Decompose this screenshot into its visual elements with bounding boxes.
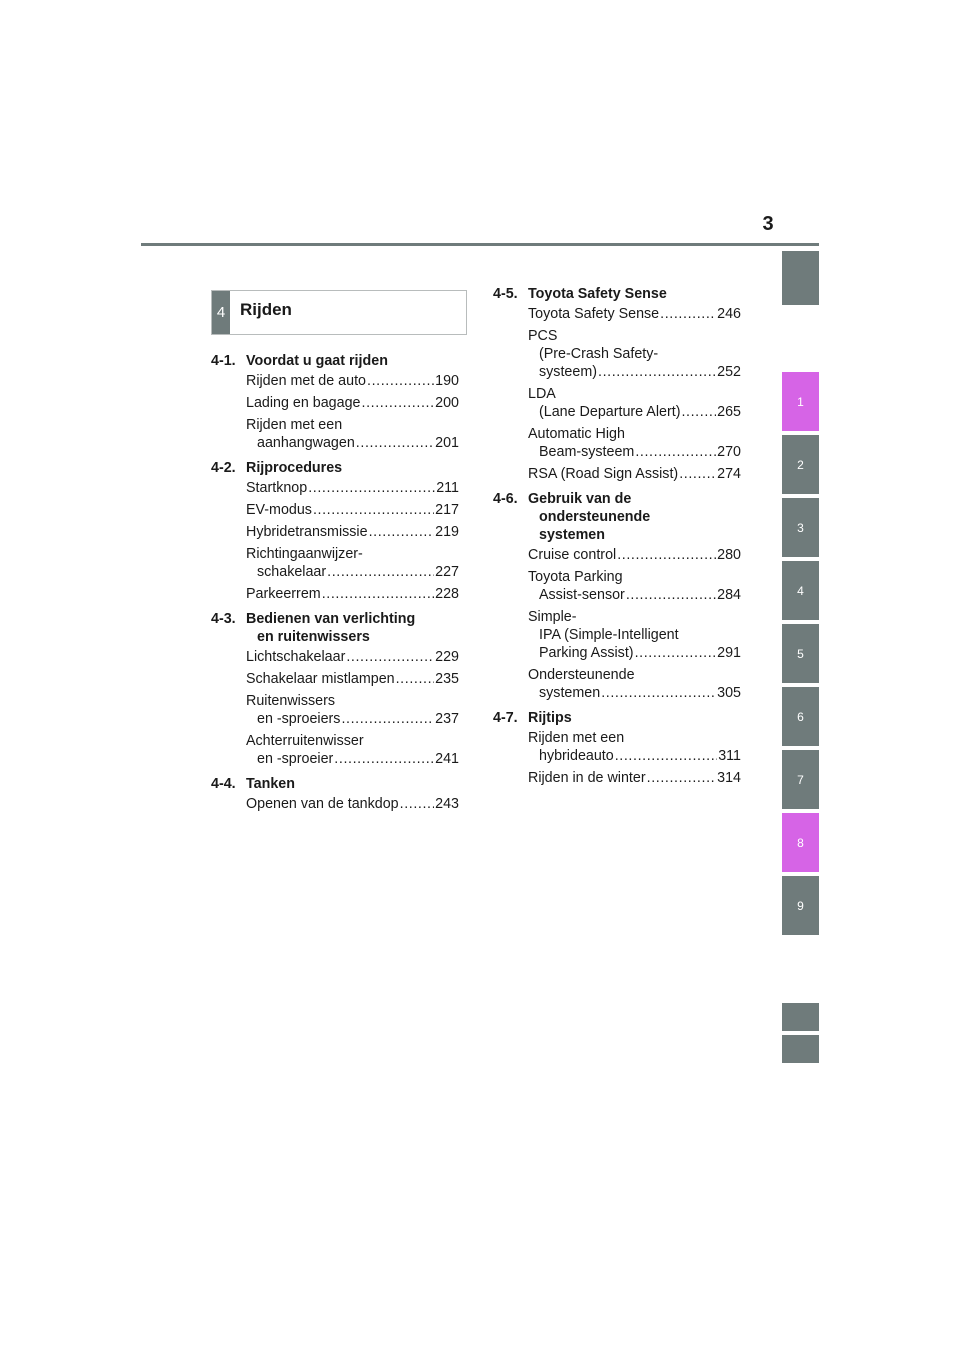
- index-tab-11[interactable]: [782, 1035, 819, 1063]
- chapter-tab-label: 7: [797, 772, 804, 787]
- toc-entry-label: Toyota Parking: [528, 569, 623, 585]
- toc-group-title: systemen: [539, 527, 605, 543]
- section-number: 4: [212, 291, 230, 334]
- toc-group-title: Tanken: [246, 776, 295, 792]
- toc-group-title: Voordat u gaat rijden: [246, 353, 388, 369]
- toc-leader-dots: [369, 523, 435, 541]
- toc-entry-label: EV-modus: [246, 502, 312, 518]
- toc-leader-dots: [367, 372, 434, 390]
- toc-page-number: 201: [435, 435, 459, 451]
- toc-entry-label: Automatic High: [528, 426, 625, 442]
- toc-group-heading[interactable]: [493, 709, 741, 727]
- toc-leader-dots: [598, 363, 716, 381]
- toc-leader-dots: [660, 305, 716, 323]
- toc-entry[interactable]: [528, 305, 741, 323]
- toc-entry-label: schakelaar: [257, 564, 327, 580]
- toc-page-number: 228: [435, 586, 459, 602]
- toc-group: [493, 709, 741, 787]
- chapter-tab-5[interactable]: [782, 624, 819, 683]
- toc-entry[interactable]: [528, 546, 741, 564]
- toc-group-title: Gebruik van de: [528, 491, 632, 507]
- toc-leader-dots: [400, 795, 435, 813]
- chapter-tab-label: 6: [797, 709, 804, 724]
- chapter-tab-7[interactable]: [782, 750, 819, 809]
- toc-leader-dots: [346, 648, 434, 666]
- toc-leader-dots: [635, 443, 716, 461]
- toc-group-heading[interactable]: [493, 490, 741, 544]
- toc-page-number: 265: [717, 404, 741, 420]
- toc-page-number: 311: [718, 748, 741, 764]
- chapter-tab-label: 2: [797, 457, 804, 472]
- toc-group-number: 4-5.: [493, 286, 518, 302]
- chapter-tab-label: 8: [797, 835, 804, 850]
- toc-entry-label: Parking Assist): [539, 645, 634, 661]
- toc-leader-dots: [681, 403, 716, 421]
- toc-page-number: 291: [717, 645, 741, 661]
- chapter-tab-label: 1: [797, 394, 804, 409]
- toc-entry[interactable]: [246, 692, 459, 728]
- toc-entry[interactable]: [246, 795, 459, 813]
- chapter-tab-label: 3: [797, 520, 804, 535]
- toc-leader-dots: [356, 434, 434, 452]
- toc-entry-label: RSA (Road Sign Assist): [528, 466, 679, 482]
- top-rule: [141, 243, 819, 246]
- toc-page-number: 237: [435, 711, 459, 727]
- toc-entry-label: systemen: [539, 685, 601, 701]
- toc-group: [211, 775, 459, 813]
- toc-page-number: 200: [435, 395, 459, 411]
- toc-page-number: 284: [717, 587, 741, 603]
- toc-group: [493, 490, 741, 702]
- toc-entry-label: Rijden met een: [528, 730, 625, 746]
- toc-leader-dots: [313, 501, 434, 519]
- toc-entry-label: en -sproeiers: [257, 711, 341, 727]
- toc-group-heading[interactable]: [211, 610, 459, 646]
- toc-group: [211, 610, 459, 768]
- chapter-tab-label: 4: [797, 583, 804, 598]
- toc-leader-dots: [322, 585, 434, 603]
- toc-group-number: 4-4.: [211, 776, 236, 792]
- toc-leader-dots: [601, 684, 716, 702]
- toc-entry-label: Achterruitenwisser: [246, 733, 364, 749]
- toc-page-number: 190: [435, 373, 459, 389]
- toc-entry-label: systeem): [539, 364, 597, 380]
- index-tab-0[interactable]: [782, 251, 819, 305]
- toc-entry-label: Simple-: [528, 609, 577, 625]
- toc-entry[interactable]: [528, 608, 741, 662]
- toc-leader-dots: [327, 563, 434, 581]
- toc-leader-dots: [626, 586, 716, 604]
- toc-page-number: 305: [717, 685, 741, 701]
- toc-group-title: en ruitenwissers: [257, 629, 370, 645]
- toc-group: [493, 285, 741, 483]
- toc-entry[interactable]: [528, 666, 741, 702]
- toc-group: [211, 352, 459, 452]
- toc-group-title: Rijprocedures: [246, 460, 343, 476]
- toc-entry-label: Assist-sensor: [539, 587, 625, 603]
- toc-entry-label: Parkeerrem: [246, 586, 321, 602]
- toc-entry[interactable]: [246, 585, 459, 603]
- toc-leader-dots: [396, 670, 435, 688]
- toc-page-number: 229: [435, 649, 459, 665]
- toc-entry[interactable]: [246, 416, 459, 452]
- toc-leader-dots: [617, 546, 716, 564]
- chapter-tab-label: 9: [797, 898, 804, 913]
- toc-entry-label: Lichtschakelaar: [246, 649, 346, 665]
- toc-entry[interactable]: [246, 545, 459, 581]
- toc-group-number: 4-1.: [211, 353, 236, 369]
- toc-page-number: 314: [717, 770, 741, 786]
- toc-page-number: 246: [717, 306, 741, 322]
- page-number: 3: [762, 213, 774, 235]
- toc-group-heading[interactable]: [211, 775, 459, 793]
- toc-entry-label: Ruitenwissers: [246, 693, 335, 709]
- toc-page-number: 211: [436, 480, 459, 496]
- toc-entry[interactable]: [246, 523, 459, 541]
- toc-page-number: 270: [717, 444, 741, 460]
- toc-entry-label: Beam-systeem: [539, 444, 635, 460]
- toc-group-number: 4-2.: [211, 460, 236, 476]
- toc-entry-label: Schakelaar mistlampen: [246, 671, 395, 687]
- toc-entry-label: (Pre-Crash Safety-: [539, 346, 659, 362]
- toc-entry-label: LDA: [528, 386, 556, 402]
- toc-entry-label: en -sproeier: [257, 751, 334, 767]
- chapter-tab-4[interactable]: [782, 561, 819, 620]
- toc-group-title: Bedienen van verlichting: [246, 611, 416, 627]
- toc-entry-label: PCS: [528, 328, 558, 344]
- toc-entry-label: (Lane Departure Alert): [539, 404, 681, 420]
- toc-page-number: 227: [435, 564, 459, 580]
- toc-entry-label: Cruise control: [528, 547, 617, 563]
- toc-leader-dots: [341, 710, 434, 728]
- toc-leader-dots: [635, 644, 717, 662]
- toc-entry[interactable]: [528, 729, 741, 765]
- toc-entry-label: Richtingaanwijzer-: [246, 546, 363, 562]
- toc-page-number: 280: [717, 547, 741, 563]
- toc-group-heading[interactable]: [493, 285, 741, 303]
- chapter-tab-2[interactable]: [782, 435, 819, 494]
- toc-page-number: 217: [435, 502, 459, 518]
- toc-left-column: [211, 352, 459, 820]
- toc-entry-label: Startknop: [246, 480, 308, 496]
- toc-page-number: 219: [435, 524, 459, 540]
- toc-entry-label: Rijden met een: [246, 417, 343, 433]
- toc-leader-dots: [334, 750, 434, 768]
- toc-entry[interactable]: [528, 385, 741, 421]
- toc-entry[interactable]: [246, 670, 459, 688]
- toc-entry-label: Openen van de tankdop: [246, 796, 399, 812]
- toc-entry[interactable]: [246, 372, 459, 390]
- toc-entry-label: Ondersteunende: [528, 667, 635, 683]
- toc-entry[interactable]: [246, 648, 459, 666]
- toc-entry-label: aanhangwagen: [257, 435, 355, 451]
- toc-page-number: 252: [717, 364, 741, 380]
- toc-group-title: Rijtips: [528, 710, 572, 726]
- toc-entry[interactable]: [246, 394, 459, 412]
- toc-entry-label: Rijden in de winter: [528, 770, 646, 786]
- index-tab-10[interactable]: [782, 1003, 819, 1031]
- chapter-tab-3[interactable]: [782, 498, 819, 557]
- toc-group-heading[interactable]: [211, 459, 459, 477]
- chapter-tab-6[interactable]: [782, 687, 819, 746]
- toc-group-number: 4-7.: [493, 710, 518, 726]
- toc-leader-dots: [615, 747, 717, 765]
- toc-entry[interactable]: [528, 327, 741, 381]
- toc-group-title: Toyota Safety Sense: [528, 286, 667, 302]
- toc-leader-dots: [679, 465, 716, 483]
- toc-entry-label: Lading en bagage: [246, 395, 361, 411]
- chapter-tab-1[interactable]: [782, 372, 819, 431]
- toc-group: [211, 459, 459, 603]
- toc-page-number: 274: [717, 466, 741, 482]
- toc-entry-label: hybrideauto: [539, 748, 614, 764]
- toc-entry[interactable]: [528, 568, 741, 604]
- toc-right-column: [493, 285, 741, 794]
- toc-entry[interactable]: [246, 501, 459, 519]
- chapter-tab-9[interactable]: [782, 876, 819, 935]
- toc-entry[interactable]: [528, 425, 741, 461]
- toc-leader-dots: [362, 394, 435, 412]
- toc-entry[interactable]: [528, 465, 741, 483]
- toc-leader-dots: [308, 479, 435, 497]
- toc-page-number: 235: [435, 671, 459, 687]
- toc-entry[interactable]: [246, 732, 459, 768]
- toc-group-number: 4-6.: [493, 491, 518, 507]
- toc-group-number: 4-3.: [211, 611, 236, 627]
- toc-entry-label: Rijden met de auto: [246, 373, 367, 389]
- chapter-tab-label: 5: [797, 646, 804, 661]
- toc-entry-label: IPA (Simple-Intelligent: [539, 627, 679, 643]
- toc-page-number: 241: [435, 751, 459, 767]
- section-title: Rijden: [240, 299, 292, 319]
- toc-leader-dots: [647, 769, 717, 787]
- toc-page-number: 243: [435, 796, 459, 812]
- toc-entry[interactable]: [246, 479, 459, 497]
- toc-entry-label: Toyota Safety Sense: [528, 306, 660, 322]
- toc-entry[interactable]: [528, 769, 741, 787]
- toc-group-heading[interactable]: [211, 352, 459, 370]
- toc-group-title: ondersteunende: [539, 509, 651, 525]
- section-header: [211, 290, 467, 335]
- chapter-tab-8[interactable]: [782, 813, 819, 872]
- toc-entry-label: Hybridetransmissie: [246, 524, 368, 540]
